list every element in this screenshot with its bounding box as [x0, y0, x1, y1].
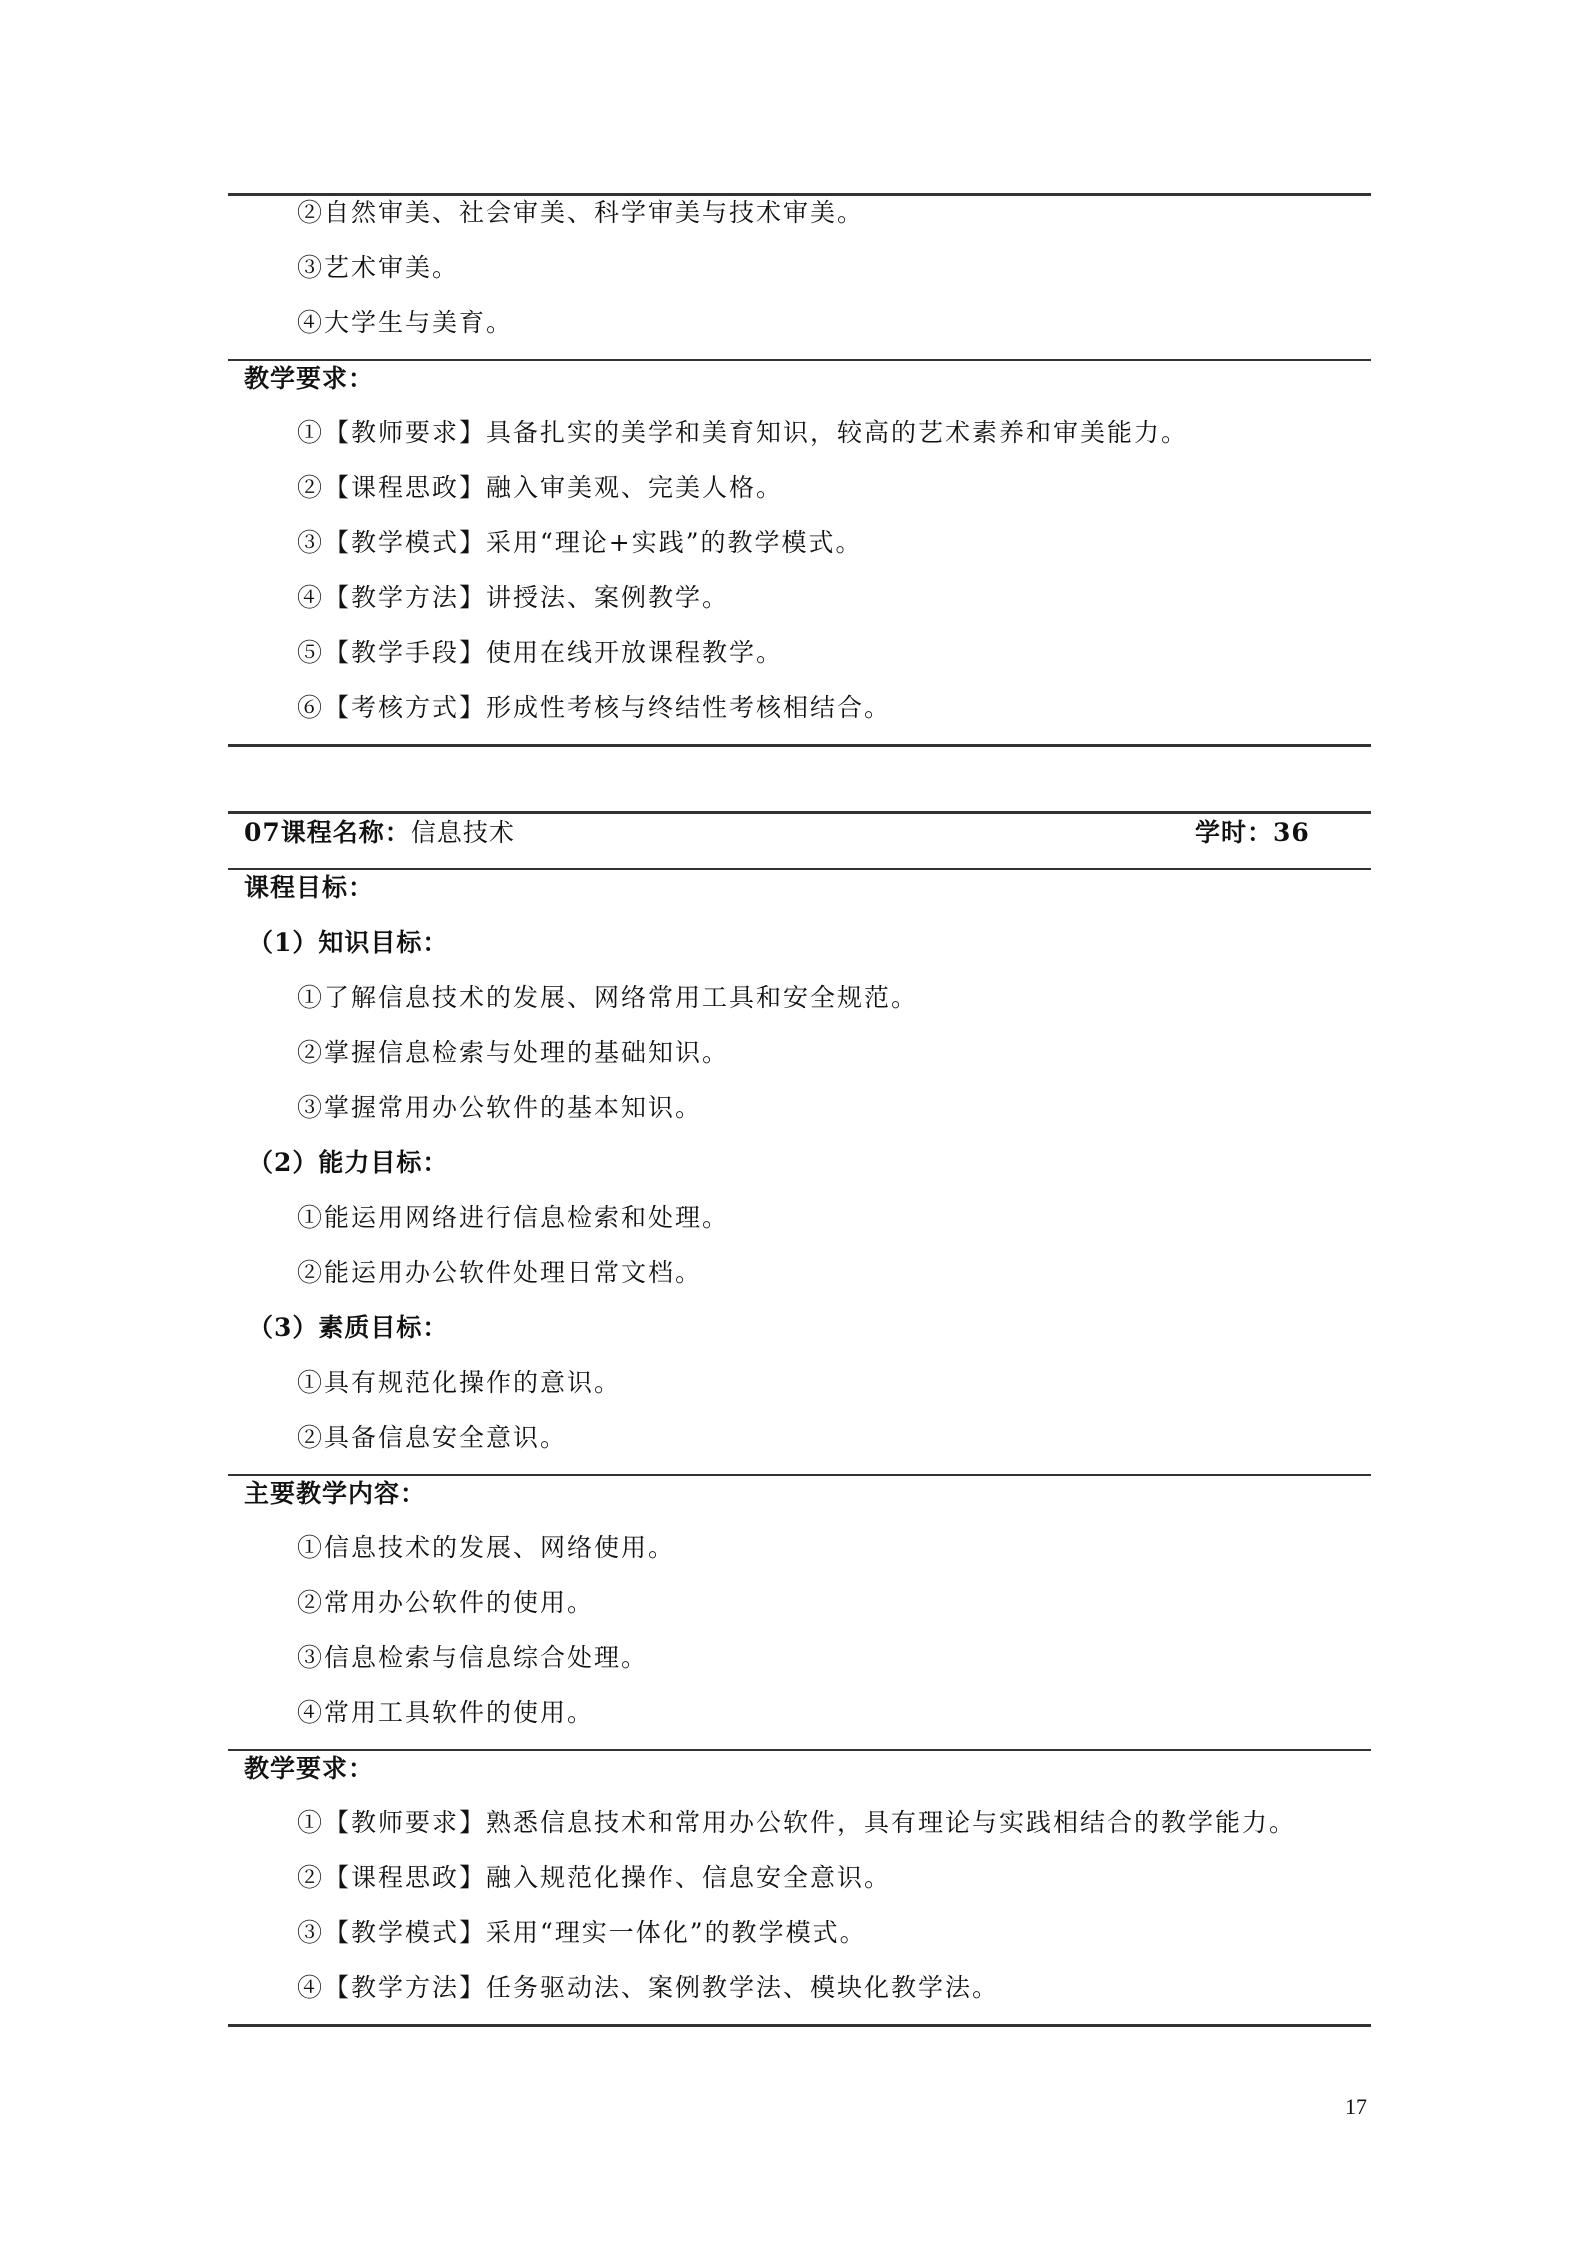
ability-item: ②能运用办公软件处理日常文档。 — [297, 1258, 703, 1287]
requirement-item: ①【教师要求】熟悉信息技术和常用办公软件，具有理论与实践相结合的教学能力。 — [297, 1808, 1297, 1837]
requirement-item: ④【教学方法】任务驱动法、案例教学法、模块化教学法。 — [297, 1973, 1000, 2002]
content-item: ④大学生与美育。 — [297, 308, 514, 337]
hours-value: 36 — [1273, 818, 1310, 847]
page-number: 17 — [1345, 2094, 1367, 2119]
knowledge-item: ②掌握信息检索与处理的基础知识。 — [297, 1038, 730, 1067]
quality-heading: （3）素质目标： — [248, 1313, 449, 1342]
course-hours — [1195, 816, 1310, 850]
requirement-item: ⑤【教学手段】使用在线开放课程教学。 — [297, 638, 784, 667]
course-name: 信息技术 — [410, 818, 515, 847]
hours-label: 学时： — [1195, 818, 1274, 847]
requirement-item: ⑥【考核方式】形成性考核与终结性考核相结合。 — [297, 693, 892, 722]
section-divider — [228, 868, 1371, 870]
ability-item: ①能运用网络进行信息检索和处理。 — [297, 1203, 730, 1232]
goals-heading: 课程目标： — [244, 873, 375, 902]
requirements-heading: 教学要求： — [244, 364, 375, 393]
table-bottom-rule — [228, 744, 1371, 747]
knowledge-heading: （1）知识目标： — [248, 928, 449, 957]
requirement-item: ④【教学方法】讲授法、案例教学。 — [297, 583, 730, 612]
content-item: ②常用办公软件的使用。 — [297, 1588, 595, 1617]
table-bottom-rule — [228, 2024, 1371, 2027]
requirement-item: ③【教学模式】采用“理实一体化”的教学模式。 — [297, 1918, 867, 1947]
section-divider — [228, 1474, 1371, 1476]
quality-item: ②具备信息安全意识。 — [297, 1423, 568, 1452]
content-heading: 主要教学内容： — [244, 1479, 427, 1508]
content-item: ④常用工具软件的使用。 — [297, 1698, 595, 1727]
requirement-item: ③【教学模式】采用“理论+实践”的教学模式。 — [297, 528, 863, 557]
content-item: ①信息技术的发展、网络使用。 — [297, 1533, 676, 1562]
section-divider — [228, 359, 1371, 361]
requirement-item: ②【课程思政】融入审美观、完美人格。 — [297, 473, 784, 502]
course-name-label: 课程名称： — [280, 818, 411, 847]
section-divider — [228, 1749, 1371, 1751]
knowledge-item: ③掌握常用办公软件的基本知识。 — [297, 1093, 703, 1122]
requirement-item: ②【课程思政】融入规范化操作、信息安全意识。 — [297, 1863, 892, 1892]
course-title-row — [244, 816, 515, 850]
content-item: ③艺术审美。 — [297, 253, 460, 282]
quality-item: ①具有规范化操作的意识。 — [297, 1368, 622, 1397]
knowledge-item: ①了解信息技术的发展、网络常用工具和安全规范。 — [297, 983, 919, 1012]
requirements-heading: 教学要求： — [244, 1754, 375, 1783]
requirement-item: ①【教师要求】具备扎实的美学和美育知识，较高的艺术素养和审美能力。 — [297, 418, 1189, 447]
course-number: 07 — [244, 818, 281, 847]
table-top-rule — [228, 811, 1371, 814]
ability-heading: （2）能力目标： — [248, 1148, 449, 1177]
content-item: ②自然审美、社会审美、科学审美与技术审美。 — [297, 198, 865, 227]
content-item: ③信息检索与信息综合处理。 — [297, 1643, 649, 1672]
